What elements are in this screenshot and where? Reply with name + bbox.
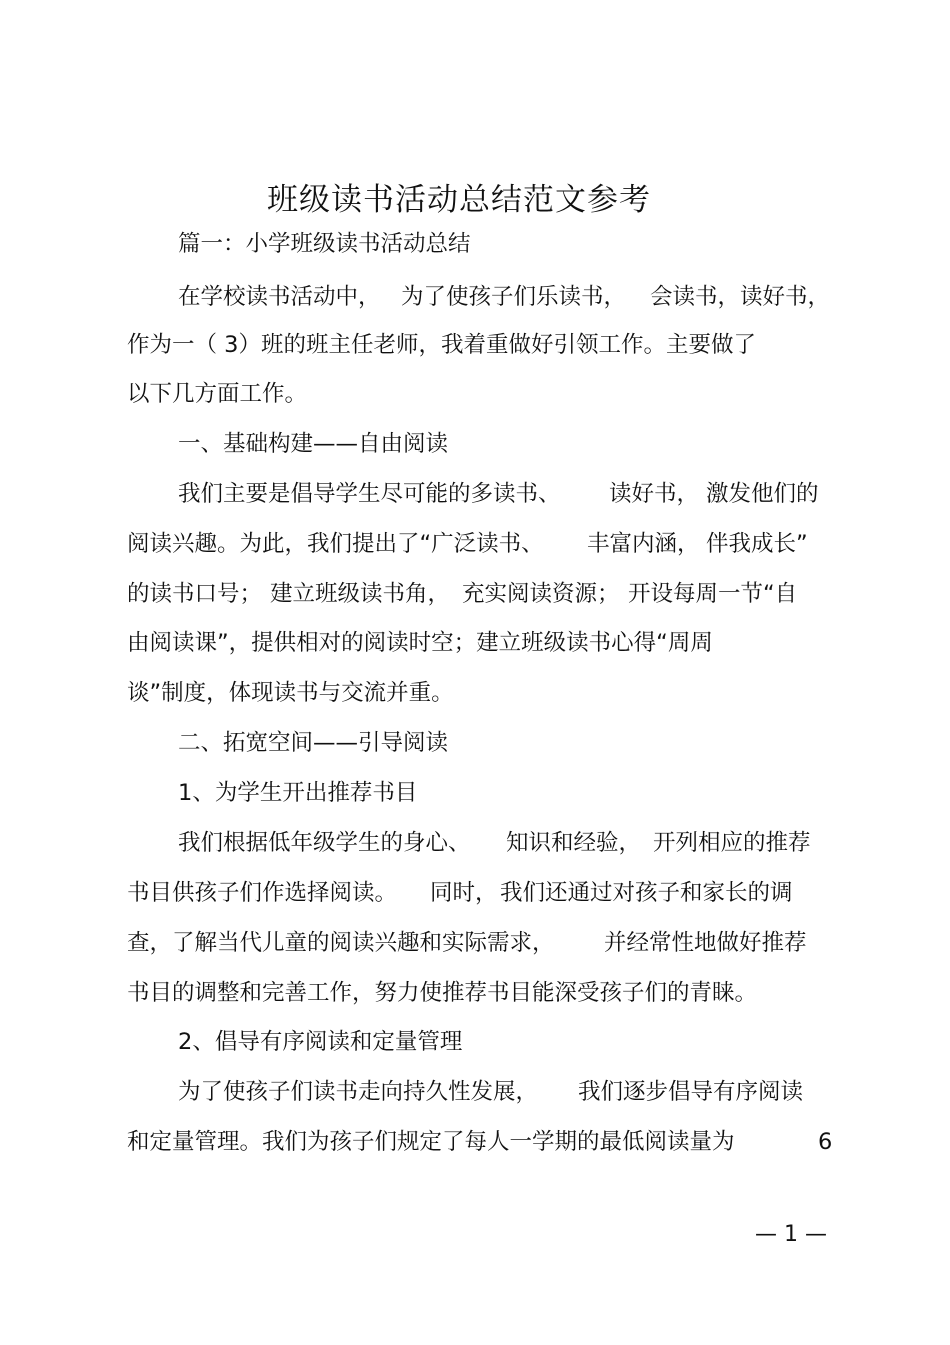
text-segment: 6: [818, 1129, 833, 1155]
text-segment: 查，了解当代儿童的阅读兴趣和实际需求，: [127, 930, 555, 956]
text-segment: 我们逐步倡导有序阅读: [578, 1079, 804, 1105]
text-segment: 我们主要是倡导学生尽可能的多读书、: [178, 481, 561, 507]
section-heading: 一、基础构建——自由阅读: [178, 431, 449, 457]
text-segment: 为了使孩子们读书走向持久性发展，: [178, 1079, 539, 1105]
page-number: — 1 —: [755, 1222, 827, 1247]
text-segment: 我们还通过对孩子和家长的调: [500, 880, 793, 906]
text-segment: 的读书口号；: [127, 581, 263, 607]
text-segment: 和定量管理。我们为孩子们规定了每人一学期的最低阅读量为: [127, 1129, 735, 1155]
document-title: 班级读书活动总结范文参考: [267, 182, 651, 218]
article-subtitle: 篇一：小学班级读书活动总结: [178, 231, 471, 257]
text-segment: 充实阅读资源；: [462, 581, 620, 607]
text-segment: 丰富内涵，: [587, 531, 700, 557]
paragraph-line: 由阅读课”，提供相对的阅读时空；建立班级读书心得“周周: [127, 630, 713, 656]
text-segment: 激发他们的: [706, 481, 819, 507]
text-segment: 同时，: [430, 880, 498, 906]
subsection-heading: 1、为学生开出推荐书目: [178, 780, 418, 806]
subsection-heading: 2、倡导有序阅读和定量管理: [178, 1029, 463, 1055]
section-heading: 二、拓宽空间——引导阅读: [178, 730, 449, 756]
text-segment: 开设每周一节“自: [628, 581, 798, 607]
text-segment: 会读书，读好书，: [650, 284, 831, 310]
paragraph-line: 书目的调整和完善工作，努力使推荐书目能深受孩子们的青睐。: [127, 980, 758, 1006]
text-segment: 建立班级读书角，: [270, 581, 451, 607]
paragraph-line: 作为一（ 3）班的班主任老师，我着重做好引领工作。主要做了: [127, 332, 756, 358]
paragraph-line: 谈”制度，体现读书与交流并重。: [127, 680, 454, 706]
text-segment: 读好书，: [609, 481, 700, 507]
text-segment: 伴我成长”: [706, 531, 808, 557]
text-segment: 为了使孩子们乐读书，: [401, 284, 627, 310]
text-segment: 书目供孩子们作选择阅读。: [127, 880, 398, 906]
text-segment: 阅读兴趣。为此，我们提出了“广泛读书、: [127, 531, 544, 557]
text-segment: 知识和经验，: [506, 830, 642, 856]
paragraph-line: 以下几方面工作。: [127, 381, 308, 407]
text-segment: 开列相应的推荐: [653, 830, 811, 856]
text-segment: 在学校读书活动中，: [178, 284, 381, 310]
text-segment: 并经常性地做好推荐: [604, 930, 807, 956]
text-segment: 我们根据低年级学生的身心、: [178, 830, 471, 856]
